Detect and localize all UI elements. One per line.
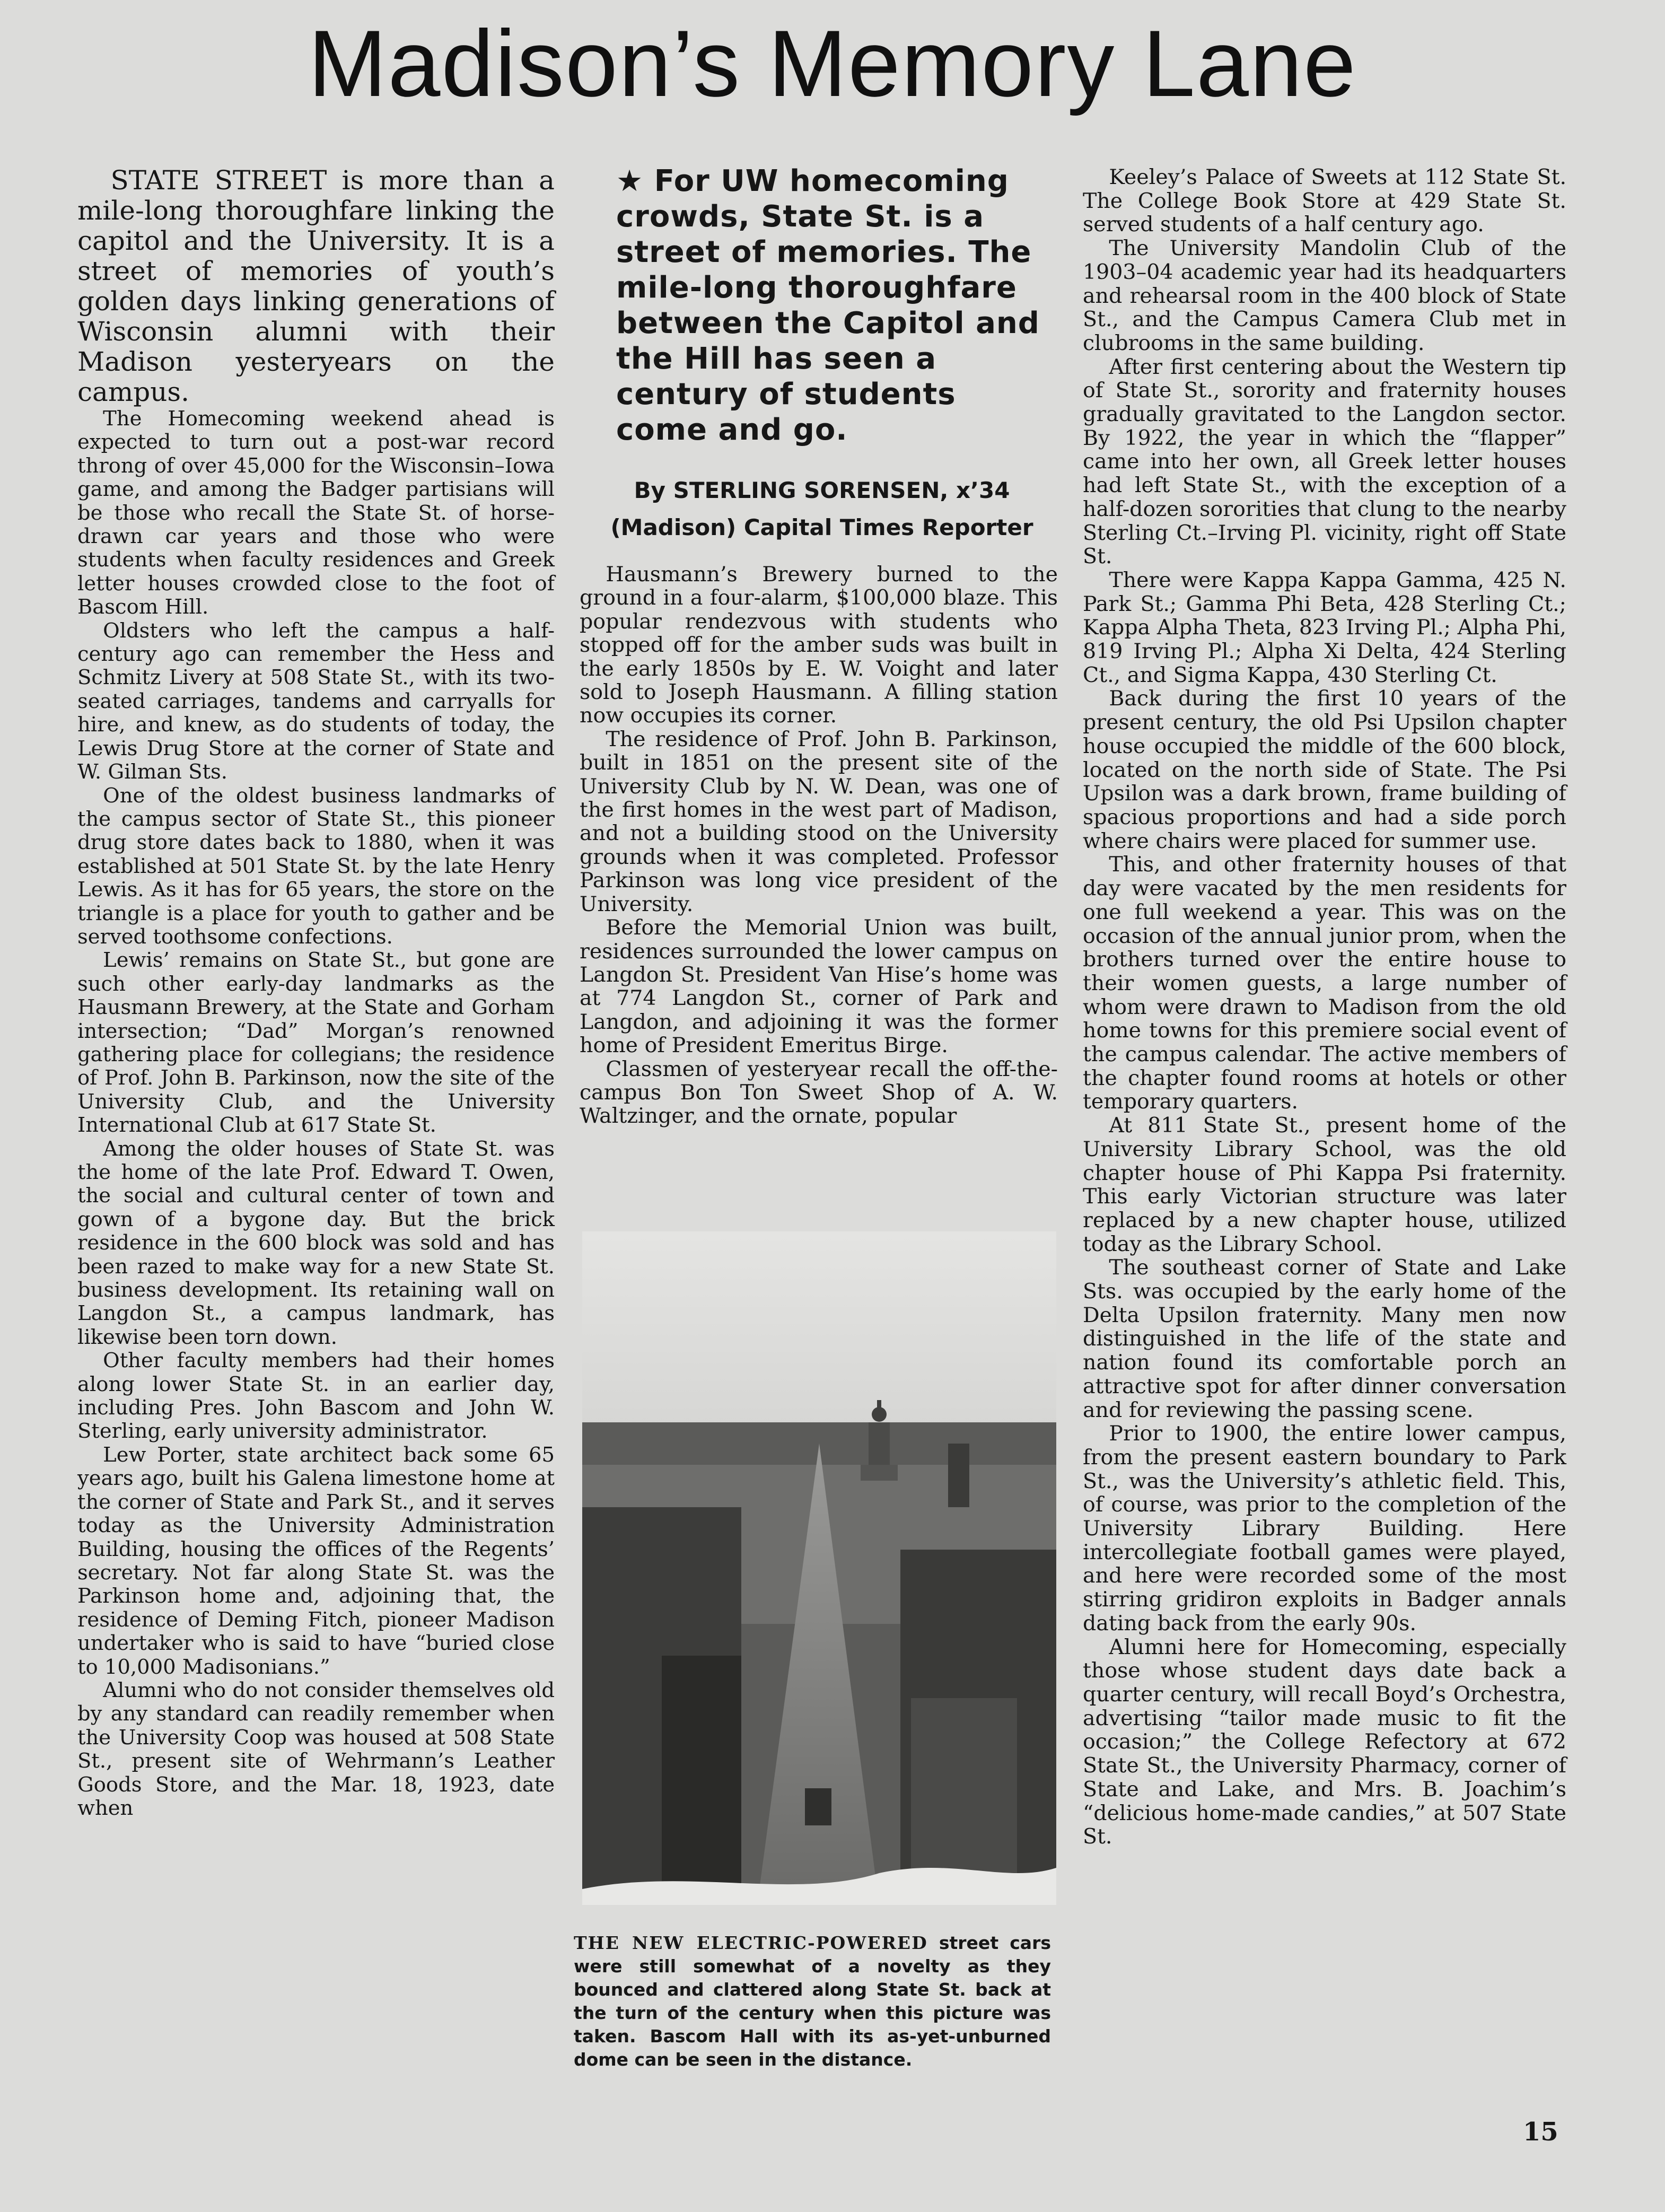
paragraph: There were Kappa Kappa Gamma, 425 N. Park St.; Gamma Phi Beta, 428 Sterling Ct.; Kappa Alpha Theta, 823 Irving Pl.; Alpha Phi, 819 Irving Pl.; Alpha Xi Delta, 424 Sterling Ct., and Sigma Kappa, 430 Sterling Ct. (1083, 567, 1566, 687)
paragraph: At 811 State St., present home of the University Library School, was the old chapter house of Phi Kappa Psi fraternity. This early Victorian structure was later replaced by a new chapter house, utilized today as the Library School. (1083, 1113, 1566, 1256)
paragraph: Hausmann’s Brewery burned to the ground in a four-alarm, $100,000 blaze. This popular rendezvous with students who stopped off for the amber suds was built in the early 1850s by E. W. Voight and later sold to Joseph Hausmann. A filling station now occupies its corner. (580, 562, 1058, 728)
state-street-photo (582, 1231, 1056, 1905)
caption-text: street cars were still somewhat of a novelty as they bounced and clattered along State St. back at the turn of the century when this picture was taken. Bascom Hall with its as-yet-unburned dome can be seen in the distance. (574, 1933, 1051, 2070)
byline-author: By STERLING SORENSEN, x’34 (634, 477, 1010, 503)
paragraph: Prior to 1900, the entire lower campus, from the present eastern boundary to Park St., was the University’s athletic field. This, of course, was prior to the completion of the University Library Building. Here intercollegiate football games were played, and here were recorded some of the most stirring gridiron exploits in Badger annals dating back from the early 90s. (1083, 1421, 1566, 1636)
paragraph: Classmen of yesteryear recall the off-the-campus Bon Ton Sweet Shop of A. W. Waltzinger, and the ornate, popular (580, 1056, 1058, 1129)
paragraph: Lew Porter, state architect back some 65 years ago, built his Galena limestone home at the corner of State and Park St., and it serves today as the University Administration Building, housing the offices of the Regents’ secretary. Not far along State St. was the Parkinson home and, adjoining that, the residence of Deming Fitch, pioneer Madison undertaker who is said to have “buried close to 10,000 Madisonians.” (77, 1442, 555, 1679)
paragraph: This, and other fraternity houses of that day were vacated by the men residents for one full weekend a year. This was on the occasion of the annual junior prom, when the brothers turned over the entire house to their women guests, a large number of whom were drawn to Madison from the old home towns for this premiere social event of the campus calendar. The active members of the chapter found rooms at hotels or other temporary quarters. (1083, 852, 1566, 1114)
byline-affiliation: (Madison) Capital Times Reporter (610, 514, 1033, 540)
paragraph: Keeley’s Palace of Sweets at 112 State St. The College Book Store at 429 State St. served students of a half century ago. (1083, 165, 1566, 237)
star-icon: ★ (616, 164, 644, 198)
page-number: 15 (1523, 2117, 1558, 2147)
byline (583, 472, 1061, 546)
paragraph: Oldsters who left the campus a half-century ago can remember the Hess and Schmitz Livery at 508 State St., with its two-seated carriages, tandems and carryalls for hire, and knew, as do students of today, the Lewis Drug Store at the corner of State and W. Gilman Sts. (77, 618, 555, 784)
paragraph: Other faculty members had their homes along lower State St. in an earlier day, including Pres. John Bascom and John W. Sterling, early university administrator. (77, 1349, 555, 1444)
caption-lead: THE NEW ELECTRIC-POWERED (574, 1933, 928, 1953)
deck-text: For UW homecoming crowds, State St. is a street of memories. The mile-long thoroughfare between the Capitol and the Hill has seen a century of students come and go. (616, 164, 1040, 447)
paragraph: Lewis’ remains on State St., but gone are such other early-day landmarks as the Hausmann Brewery, at the State and Gorham intersection; “Dad” Morgan’s renowned gathering place for collegians; the residence of Prof. John B. Parkinson, now the site of the University Club, and the University International Club at 617 State St. (77, 948, 555, 1138)
paragraph: One of the oldest business landmarks of the campus sector of State St., this pioneer drug store dates back to 1880, when it was established at 501 State St. by the late Henry Lewis. As it has for 65 years, the store on the triangle is a place for youth to gather and be served toothsome confections. (77, 783, 555, 949)
paragraph: Alumni who do not consider themselves old by any standard can readily remember when the University Coop was housed at 508 State St., present site of Wehrmann’s Leather Goods Store, and the Mar. 18, 1923, date when (77, 1678, 555, 1820)
page-title: Madison’s Memory Lane (308, 11, 1357, 116)
paragraph: After first centering about the Western tip of State St., sorority and fraternity houses gradually gravitated to the Langdon sector. By 1922, the year in which the “flapper” came into her own, all Greek letter houses had left State St., with the exception of a half-dozen sororities that clung to the nearby Sterling Ct.–Irving Pl. vicinity, right off State St. (1083, 354, 1566, 569)
paragraph: The southeast corner of State and Lake Sts. was occupied by the early home of the Delta Upsilon fraternity. Many men now distinguished in the life of the state and nation found its comfortable porch an attractive spot for after dinner conversation and for reviewing the passing scene. (1083, 1255, 1566, 1422)
photo-caption (574, 1931, 1051, 2071)
paragraph: Among the older houses of State St. was the home of the late Prof. Edward T. Owen, the social and cultural center of town and gown of a bygone day. But the brick residence in the 600 block was sold and has been razed to make way for a new State St. business development. Its retaining wall on Langdon St., a campus landmark, has likewise been torn down. (77, 1136, 555, 1349)
paragraph: Alumni here for Homecoming, especially those whose student days date back a quarter century, will recall Boyd’s Orchestra, advertising “tailor made music to fit the occasion;” the College Refectory at 672 State St., the University Pharmacy, corner of State and Lake, and Mrs. B. Joachim’s “delicious home-made candies,” at 507 State St. (1083, 1634, 1566, 1849)
article-column-left (77, 165, 555, 1820)
paragraph: The Homecoming weekend ahead is expected to turn out a post-war record throng of over 45,000 for the Wisconsin–Iowa game, and among the Badger partisians will be those who recall the State St. of horse-drawn car years and those who were students when faculty residences and Greek letter houses crowded close to the foot of Bascom Hill. (77, 407, 555, 619)
paragraph: Back during the first 10 years of the present century, the old Psi Upsilon chapter house occupied the middle of the 600 block, located on the north side of State. The Psi Upsilon was a dark brown, frame building of spacious proportions and had a side porch where chairs were placed for summer use. (1083, 686, 1566, 853)
article-column-middle (580, 563, 1058, 1128)
article-deck (616, 163, 1040, 448)
paragraph: The University Mandolin Club of the 1903–04 academic year had its headquarters and rehearsal room in the 400 block of State St., and the Campus Camera Club met in clubrooms in the same building. (1083, 236, 1566, 355)
paragraph: Before the Memorial Union was built, residences surrounded the lower campus on Langdon St. President Van Hise’s home was at 774 Langdon St., corner of Park and Langdon, and adjoining it was the former home of President Emeritus Birge. (580, 915, 1058, 1058)
paragraph: The residence of Prof. John B. Parkinson, built in 1851 on the present site of the University Club by N. W. Dean, was one of the first homes in the west part of Madison, and not a building stood on the University grounds when it was completed. Professor Parkinson was long vice president of the University. (580, 727, 1058, 916)
lead-paragraph: STATE STREET is more than a mile-long thoroughfare linking the capitol and the University. It is a street of memories of youth’s golden days linking generations of Wisconsin alumni with their Madison yesteryears on the campus. (77, 165, 555, 407)
article-column-right (1083, 165, 1566, 1849)
